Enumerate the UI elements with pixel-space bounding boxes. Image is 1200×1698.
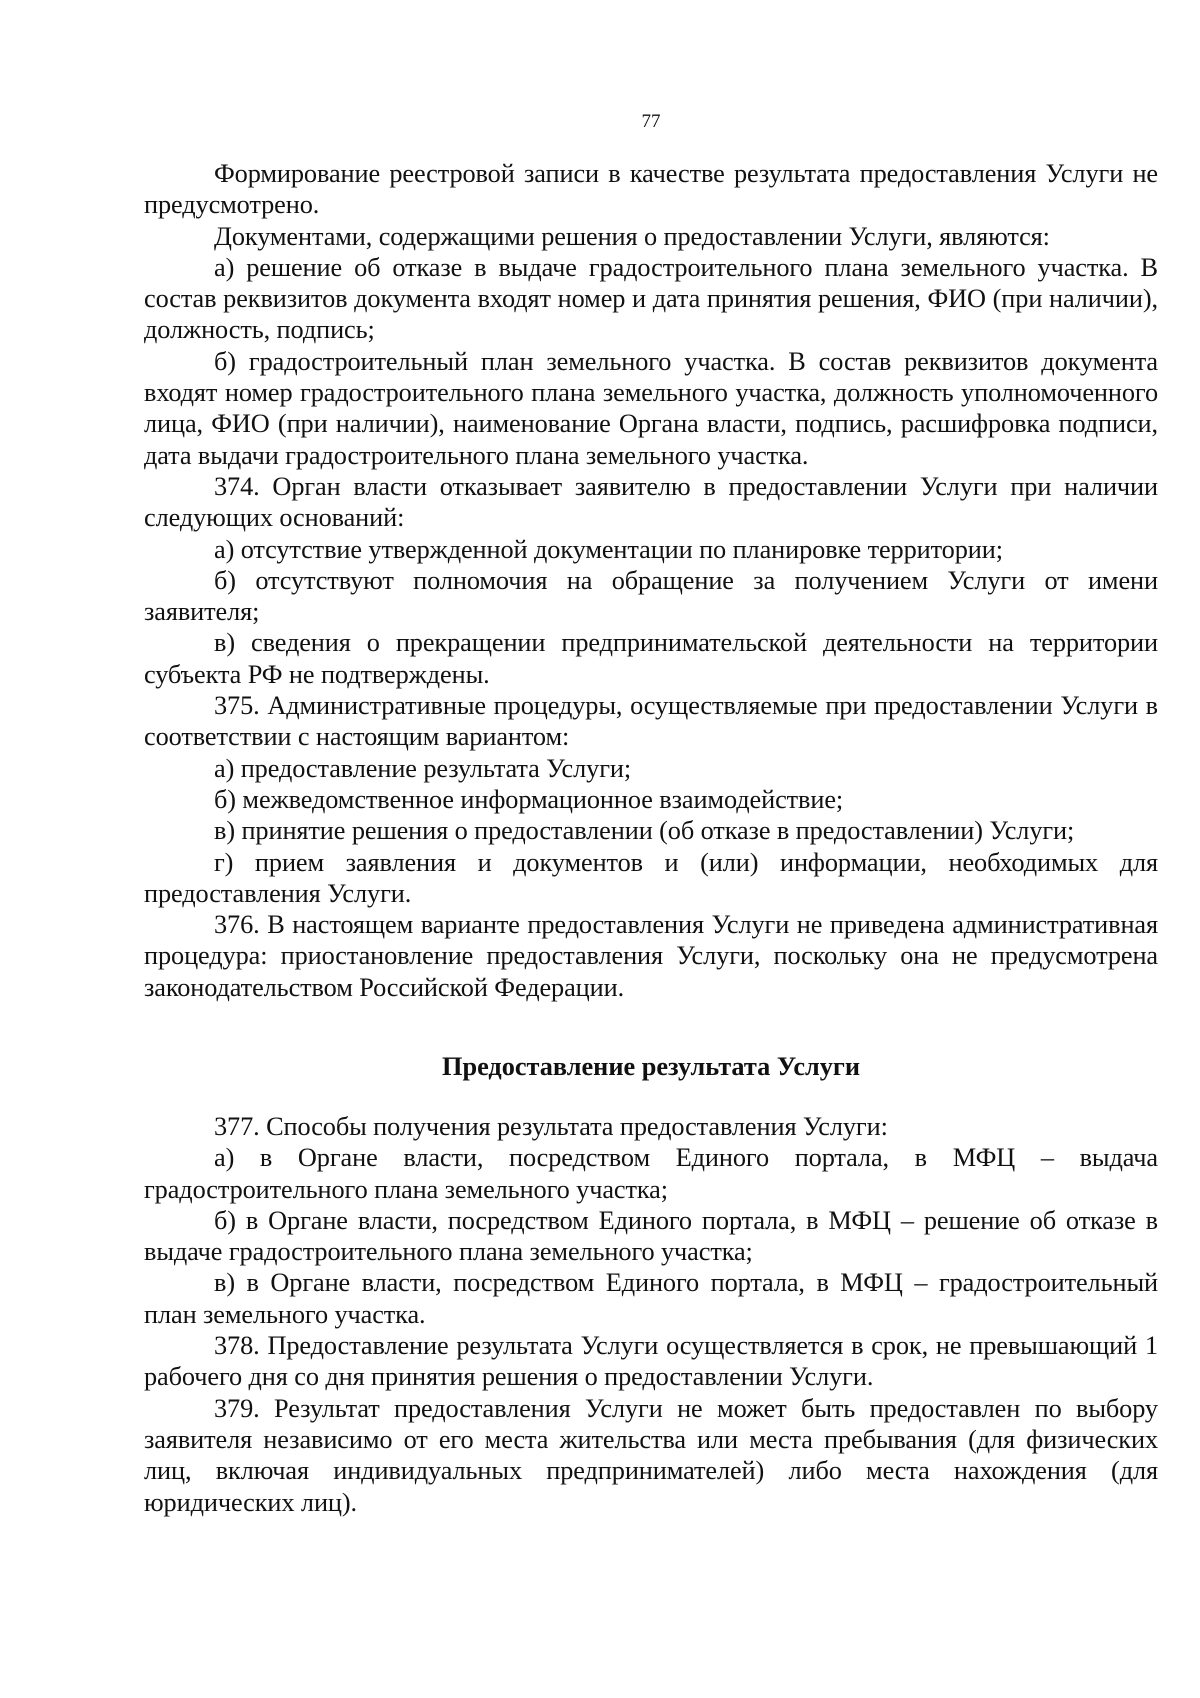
section-heading: Предоставление результата Услуги (441, 1052, 860, 1081)
paragraph: а) отсутствие утвержденной документации по планировке территории; (214, 534, 1003, 564)
paragraph: 374. Орган власти отказывает заявителю в предоставлении Услуги при наличии следующих оснований: (144, 471, 1158, 533)
paragraph: а) решение об отказе в выдаче градостроительного плана земельного участка. В состав реквизитов документа входят номер и дата принятия решения, ФИО (при наличии), должность, подпись; (144, 252, 1158, 345)
paragraph: в) в Органе власти, посредством Единого портала, в МФЦ – градостроительный план земельного участка. (144, 1268, 1158, 1329)
paragraph: 377. Способы получения результата предоставления Услуги: (214, 1112, 888, 1141)
section-paragraphs-top (144, 158, 1158, 1003)
paragraph: Формирование реестровой записи в качестве результата предоставления Услуги не предусмотрено. (144, 159, 1158, 220)
paragraph: 376. В настоящем варианте предоставления Услуги не приведена административная процедура: приостановление предоставления Услуги, поскольку она не предусмотрена законодательством Российской Федерации. (144, 910, 1158, 1002)
page-number: 77 (641, 111, 661, 132)
paragraph: а) предоставление результата Услуги; (214, 753, 632, 783)
paragraph: а) в Органе власти, посредством Единого портала, в МФЦ – выдача градостроительного плана земельного участка; (144, 1143, 1158, 1204)
paragraph: 378. Предоставление результата Услуги осуществляется в срок, не превышающий 1 рабочего дня со дня принятия решения о предоставлении Услуги. (144, 1331, 1158, 1392)
paragraph: в) сведения о прекращении предпринимательской деятельности на территории субъекта РФ не подтверждены. (144, 628, 1158, 689)
paragraph: б) отсутствуют полномочия на обращение за получением Услуги от имени заявителя; (144, 565, 1158, 627)
paragraph: 375. Административные процедуры, осуществляемые при предоставлении Услуги в соответствии с настоящим вариантом: (144, 691, 1158, 752)
paragraph: Документами, содержащими решения о предоставлении Услуги, являются: (214, 221, 1050, 251)
paragraph: 379. Результат предоставления Услуги не может быть предоставлен по выбору заявителя независимо от его места жительства или места пребывания (для физических лиц, включая индивидуальных предпринимателей) либо места нахождения (для юридических лиц). (144, 1393, 1158, 1517)
paragraph: г) прием заявления и документов и (или) информации, необходимых для предоставления Услуги. (144, 847, 1158, 908)
paragraph: б) в Органе власти, посредством Единого портала, в МФЦ – решение об отказе в выдаче градостроительного плана земельного участка; (144, 1205, 1158, 1267)
paragraph: б) градостроительный план земельного участка. В состав реквизитов документа входят номер градостроительного плана земельного участка, должность уполномоченного лица, ФИО (при наличии), наименование Органа власти, подпись, расшифровка подписи, дата выдачи градостроительного плана земельного участка. (144, 346, 1158, 470)
paragraph: б) межведомственное информационное взаимодействие; (214, 784, 844, 814)
section-paragraphs-bottom (144, 1111, 1158, 1518)
paragraph: в) принятие решения о предоставлении (об отказе в предоставлении) Услуги; (214, 816, 1075, 846)
